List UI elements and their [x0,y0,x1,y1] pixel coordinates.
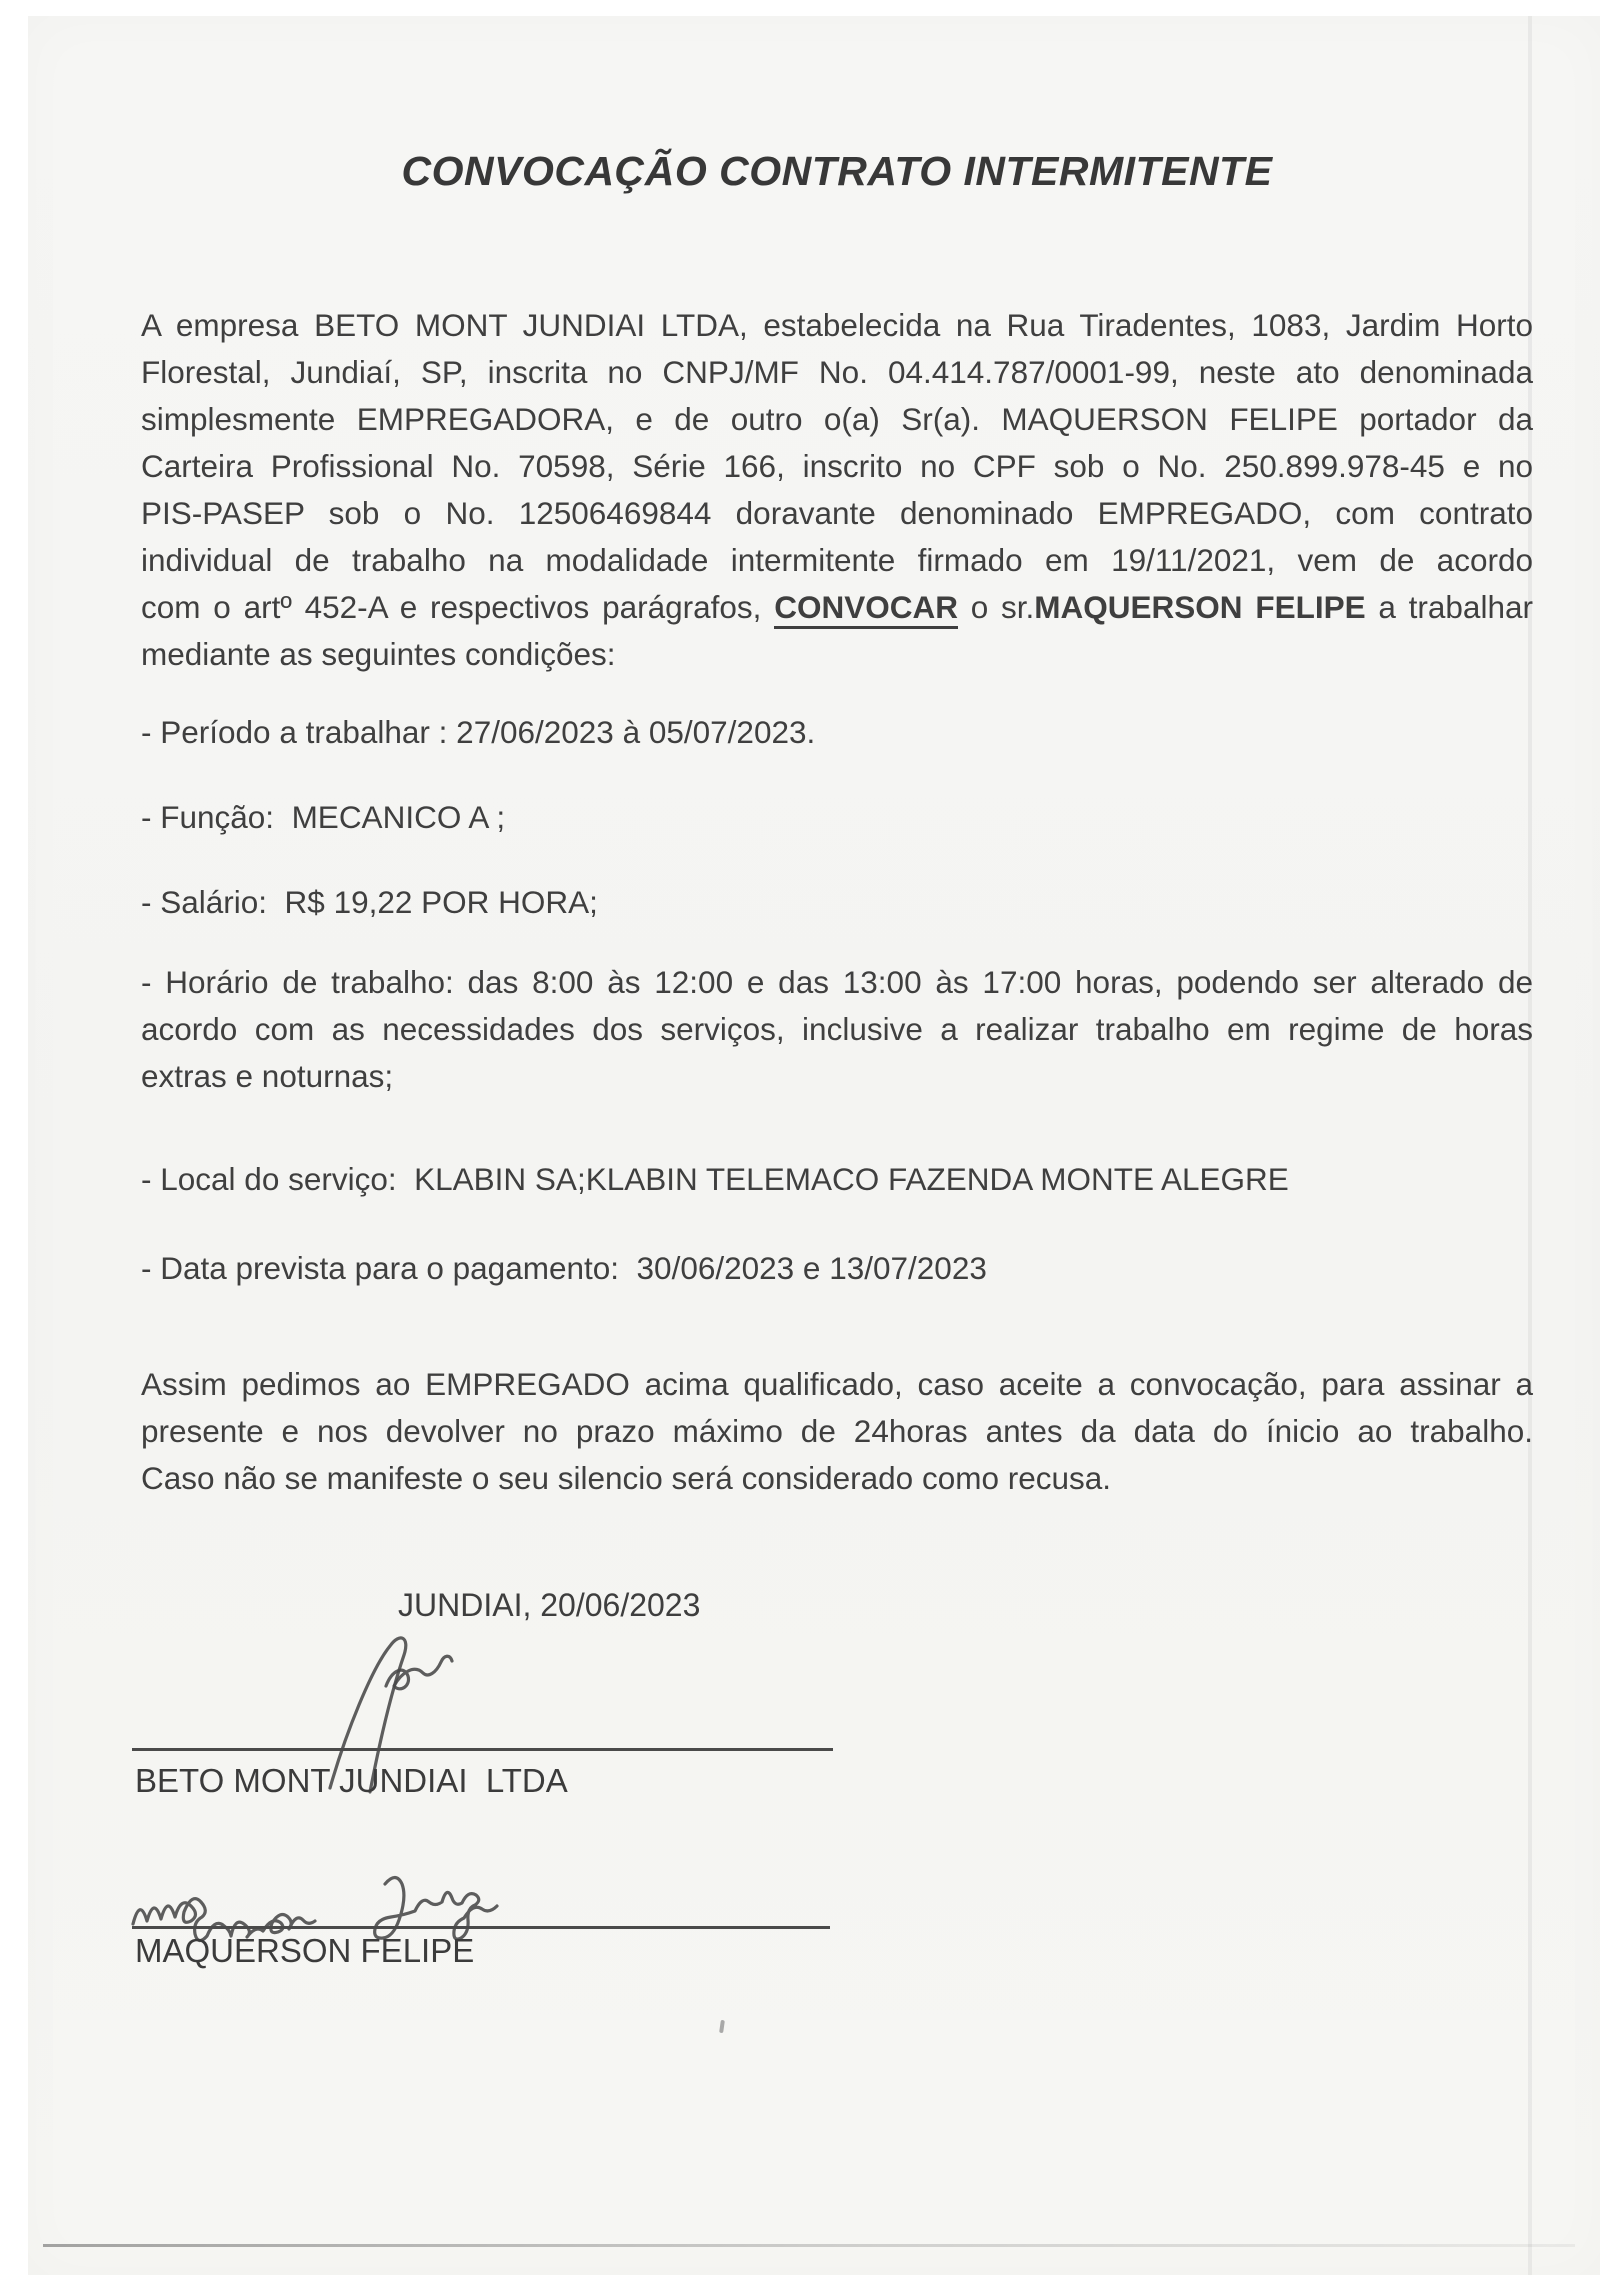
condition-funcao: - Função: MECANICO A ; [141,799,506,835]
scan-speck [719,2020,725,2033]
intro-line: Florestal, Jundiaí, SP, inscrita no CNPJ/MF No. 04.414.787/0001-99, neste ato denominada [141,354,1533,390]
intro-line: individual de trabalho na modalidade intermitente firmado em 19/11/2021, vem de acordo [141,542,1533,578]
condition-horario-line: acordo com as necessidades dos serviços, inclusive a realizar trabalho em regime de horas [141,1011,1533,1047]
condition-local: - Local do serviço: KLABIN SA;KLABIN TELEMACO FAZENDA MONTE ALEGRE [141,1161,1289,1197]
employer-signature-line [132,1748,833,1751]
condition-horario [141,959,1533,1100]
intro-line: PIS-PASEP sob o No. 12506469844 doravante denominado EMPREGADO, com contrato [141,495,1533,531]
intro-line: Carteira Profissional No. 70598, Série 166, inscrito no CPF sob o No. 250.899.978-45 e no [141,448,1533,484]
intro-line7-pre: com o artº 452-A e respectivos parágrafos, [141,589,775,625]
signature-stroke [386,1656,452,1689]
condition-data-pagamento: - Data prevista para o pagamento: 30/06/2023 e 13/07/2023 [141,1250,987,1286]
condition-horario-line: extras e noturnas; [141,1058,394,1094]
intro-line7-post: a trabalhar [1365,589,1533,625]
employee-name-emphasis: MAQUERSON FELIPE [1034,589,1366,625]
employee-name: MAQUERSON FELIPE [135,1932,475,1969]
intro-line: mediante as seguintes condições: [141,636,616,672]
condition-periodo: - Período a trabalhar : 27/06/2023 à 05/07/2023. [141,714,816,750]
closing-line: presente e nos devolver no prazo máximo de 24horas antes da data do ínicio ao trabalho. [141,1413,1533,1449]
convocar-emphasis: CONVOCAR [774,589,958,629]
intro-line: A empresa BETO MONT JUNDIAI LTDA, estabelecida na Rua Tiradentes, 1083, Jardim Horto [141,307,1533,343]
condition-horario-line: - Horário de trabalho: das 8:00 às 12:00 e das 13:00 às 17:00 horas, podendo ser alterado de [141,964,1533,1000]
intro-paragraph [141,302,1533,678]
closing-line: Caso não se manifeste o seu silencio será considerado como recusa. [141,1460,1112,1496]
date-place: JUNDIAI, 20/06/2023 [398,1587,701,1623]
closing-line: Assim pedimos ao EMPREGADO acima qualificado, caso aceite a convocação, para assinar a [141,1366,1533,1402]
intro-line-convocar [141,584,1533,631]
signature-stroke [375,1878,497,1940]
closing-paragraph [141,1361,1533,1502]
condition-salario: - Salário: R$ 19,22 POR HORA; [141,884,598,920]
intro-line: simplesmente EMPREGADORA, e de outro o(a) Sr(a). MAQUERSON FELIPE portador da [141,401,1533,437]
scan-artifact-line [43,2244,1575,2247]
document-title: CONVOCAÇÃO CONTRATO INTERMITENTE [401,148,1273,194]
employee-signature-line [132,1926,830,1929]
intro-line7-mid: o sr. [957,589,1035,625]
employer-name: BETO MONT JUNDIAI LTDA [135,1762,568,1799]
document-page [28,16,1600,2275]
